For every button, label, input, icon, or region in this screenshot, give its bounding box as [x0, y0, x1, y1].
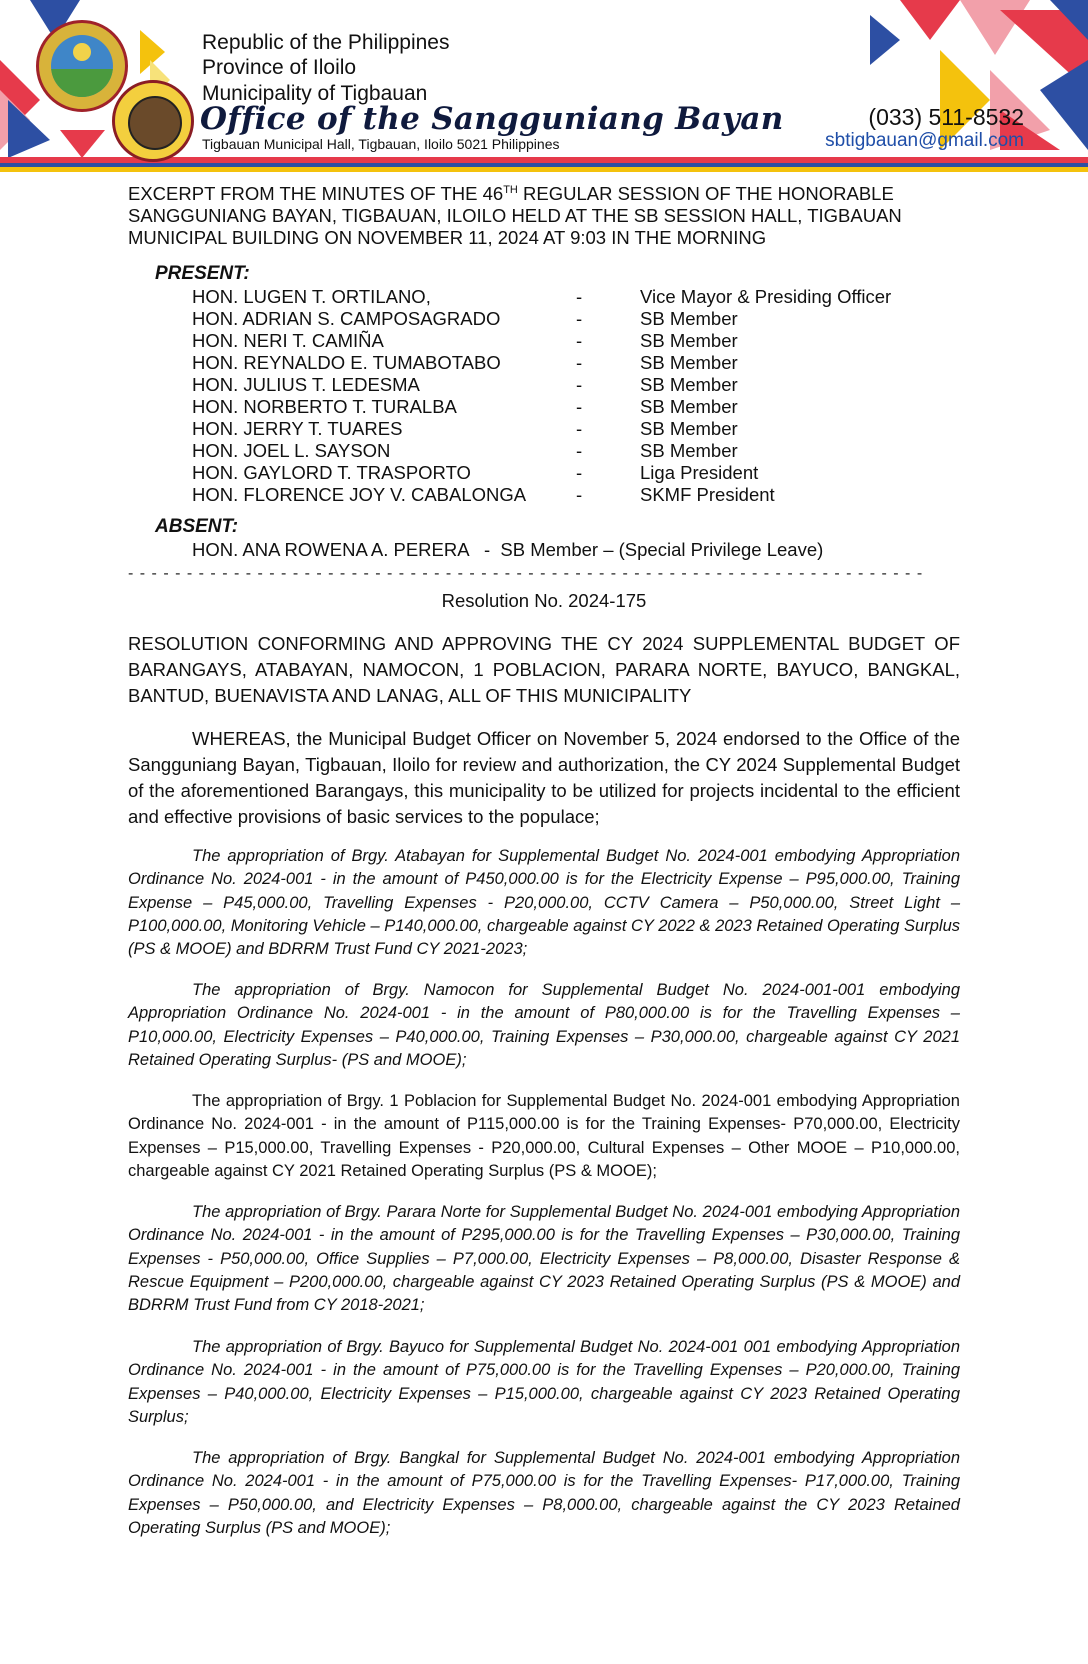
- absent-entry: HON. ANA ROWENA A. PERERA - SB Member – (Special Privilege Leave): [192, 539, 824, 560]
- present-label: PRESENT:: [155, 263, 250, 284]
- attendee-row: HON. JULIUS T. LEDESMA - SB Member: [192, 374, 738, 395]
- attendee-row: HON. NERI T. CAMIÑA - SB Member: [192, 330, 738, 351]
- appropriation-bayuco: The appropriation of Brgy. Bayuco for Supplemental Budget No. 2024-001 001 embodying Appropriation Ordinance No. 2024-001 - in the amount of P75,000.00 is for the Travelling Expenses – P20,000.00, Training Expenses – P40,000.00, Electricity Expenses – P15,000.00, chargeable against CY 2023 Retained Operating Surplus;: [128, 1338, 960, 1426]
- attendee-row: HON. GAYLORD T. TRASPORTO - Liga President: [192, 462, 759, 483]
- header-office-title: Office of the Sangguniang Bayan: [200, 101, 784, 137]
- excerpt-line-2: SANGGUNIANG BAYAN, TIGBAUAN, ILOILO HELD AT THE SB SESSION HALL, TIGBAUAN: [128, 205, 902, 226]
- header-province: Province of Iloilo: [202, 56, 357, 79]
- excerpt-line-3: MUNICIPAL BUILDING ON NOVEMBER 11, 2024 AT 9:03 IN THE MORNING: [128, 227, 767, 248]
- attendee-row: HON. LUGEN T. ORTILANO, - Vice Mayor & Presiding Officer: [192, 286, 892, 307]
- appropriation-poblacion: The appropriation of Brgy. 1 Poblacion for Supplemental Budget No. 2024-001 embodying Appropriation Ordinance No. 2024-001 - in the amount of P115,000.00 is for the Training Expenses- P70,000.00, Electricity Expenses – P15,000.00, Travelling Expenses - P20,000.00, Cultural Expenses – Other MOOE – P10,000.00, chargeable against CY 2021 Retained Operating Surplus (PS & MOOE);: [128, 1092, 960, 1180]
- attendee-row: HON. JERRY T. TUARES - SB Member: [192, 418, 738, 439]
- resolution-title: RESOLUTION CONFORMING AND APPROVING THE CY 2024 SUPPLEMENTAL BUDGET OF BARANGAYS, ATABAYAN, NAMOCON, 1 POBLACION, PARARA NORTE, BAYUCO, BANGKAL, BANTUD, BUENAVISTA AND LANAG, ALL OF THIS MUNICIPALITY: [128, 633, 960, 706]
- excerpt-line-1: EXCERPT FROM THE MINUTES OF THE 46TH REGULAR SESSION OF THE HONORABLE: [128, 183, 894, 204]
- header-republic: Republic of the Philippines: [202, 31, 450, 54]
- attendee-row: HON. JOEL L. SAYSON - SB Member: [192, 440, 738, 461]
- appropriation-bangkal: The appropriation of Brgy. Bangkal for Supplemental Budget No. 2024-001 embodying Appropriation Ordinance No. 2024-001 - in the amount of P75,000.00 is for the Travelling Expenses- P17,000.00, Training Expenses – P50,000.00, and Electricity Expenses – P8,000.00, chargeable against the CY 2023 Retained Operating Surplus (PS and MOOE);: [128, 1449, 960, 1537]
- header-email[interactable]: sbtigbauan@gmail.com: [825, 130, 1024, 151]
- appropriation-parara-norte: The appropriation of Brgy. Parara Norte for Supplemental Budget No. 2024-001 embodying Appropriation Ordinance No. 2024-001 - in the amount of P295,000.00 is for the Travelling Expenses – P30,000.00, Training Expenses - P50,000.00, Office Supplies – P7,000.00, Electricity Expenses – P8,000.00, Disaster Response & Rescue Equipment – P200,000.00, chargeable against CY 2023 Retained Operating Surplus (PS & MOOE) and BDRRM Trust Fund from CY 2018-2021;: [128, 1203, 960, 1315]
- appropriation-namocon: The appropriation of Brgy. Namocon for Supplemental Budget No. 2024-001-001 embodying Appropriation Ordinance No. 2024-001 - in the amount of P80,000.00 is for the Travelling Expenses – P10,000.00, Electricity Expenses – P40,000.00, Training Expenses – P30,000.00, chargeable against CY 2021 Retained Operating Surplus- (PS and MOOE);: [128, 981, 960, 1069]
- letterhead: [0, 0, 1088, 176]
- absent-label: ABSENT:: [155, 516, 239, 537]
- attendee-row: HON. FLORENCE JOY V. CABALONGA - SKMF President: [192, 484, 775, 505]
- resolution-number: Resolution No. 2024-175: [441, 590, 647, 611]
- separator-line: - - - - - - - - - - - - - - - - - - - - - - - - - - - - - - - - - - - - - - - - - - - - - - - - - - - - - - - - - - - - - - - - - - - -: [128, 565, 924, 582]
- attendee-row: HON. REYNALDO E. TUMABOTABO - SB Member: [192, 352, 738, 373]
- excerpt-heading: [128, 183, 960, 249]
- attendee-row: HON. NORBERTO T. TURALBA - SB Member: [192, 396, 738, 417]
- appropriation-atabayan: The appropriation of Brgy. Atabayan for Supplemental Budget No. 2024-001 embodying Appropriation Ordinance No. 2024-001 - in the amount of P450,000.00 is for the Electricity Expense – P95,000.00, Training Expense – P45,000.00, Travelling Expenses - P20,000.00, CCTV Camera – P50,000.00, Street Light – P100,000.00, Monitoring Vehicle – P140,000.00, chargeable against CY 2022 & 2023 Retained Operating Surplus (PS & MOOE) and BDRRM Trust Fund CY 2021-2023;: [128, 847, 961, 959]
- header-phone: (033) 511-8532: [868, 104, 1024, 130]
- header-address: Tigbauan Municipal Hall, Tigbauan, Iloilo 5021 Philippines: [202, 136, 560, 152]
- municipality-seal-icon: [36, 20, 128, 112]
- sangguniang-bayan-seal-icon: [112, 80, 194, 162]
- header-municipality: Municipality of Tigbauan: [202, 82, 428, 105]
- attendee-row: HON. ADRIAN S. CAMPOSAGRADO - SB Member: [192, 308, 738, 329]
- whereas-clause: WHEREAS, the Municipal Budget Officer on November 5, 2024 endorsed to the Office of the Sangguniang Bayan, Tigbauan, Iloilo for review and authorization, the CY 2024 Supplemental Budget of the aforementioned Barangays, this municipality to be utilized for projects incidental to the efficient and effective provisions of basic services to the populace;: [128, 728, 960, 827]
